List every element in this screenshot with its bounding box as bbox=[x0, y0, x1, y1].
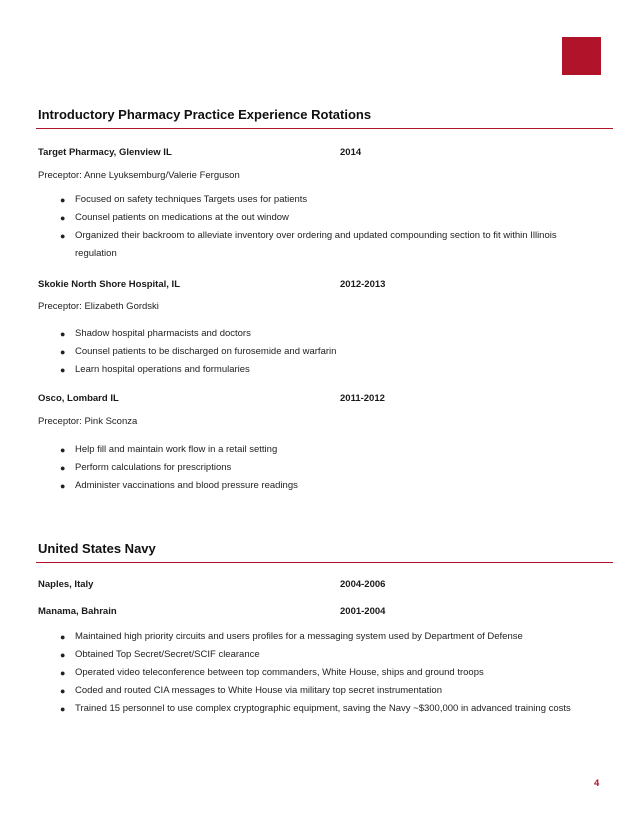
page-number: 4 bbox=[594, 778, 600, 789]
entry-dates: 2014 bbox=[340, 147, 362, 158]
list-item: ● Perform calculations for prescriptions bbox=[38, 459, 578, 477]
bullet-icon: ● bbox=[60, 231, 66, 241]
bullet-icon: ● bbox=[60, 365, 66, 375]
bullet-icon: ● bbox=[60, 347, 66, 357]
list-item: ● Counsel patients to be discharged on furosemide and warfarin bbox=[38, 343, 578, 361]
entry-place: Skokie North Shore Hospital, IL bbox=[38, 279, 180, 290]
entry-bullet-list bbox=[38, 628, 578, 718]
entry-header bbox=[38, 393, 598, 407]
accent-square bbox=[562, 37, 601, 75]
entry-bullet-list bbox=[38, 325, 578, 379]
bullet-icon: ● bbox=[60, 650, 66, 660]
entry-place: Naples, Italy bbox=[38, 579, 94, 590]
list-item: ● Obtained Top Secret/Secret/SCIF clearance bbox=[38, 646, 578, 664]
entry-header bbox=[38, 579, 598, 593]
bullet-icon: ● bbox=[60, 704, 66, 714]
bullet-icon: ● bbox=[60, 668, 66, 678]
section-title-pharmacy: Introductory Pharmacy Practice Experience Rotations bbox=[38, 107, 372, 122]
list-item: ● Counsel patients on medications at the out window bbox=[38, 209, 578, 227]
entry-dates: 2011-2012 bbox=[340, 393, 385, 404]
entry-header bbox=[38, 279, 598, 293]
bullet-icon: ● bbox=[60, 463, 66, 473]
entry-header bbox=[38, 147, 598, 161]
entry-place: Osco, Lombard IL bbox=[38, 393, 119, 404]
list-item: ● Shadow hospital pharmacists and doctors bbox=[38, 325, 578, 343]
entry-bullet-list bbox=[38, 191, 578, 263]
entry-dates: 2004-2006 bbox=[340, 579, 386, 590]
list-item: ● Administer vaccinations and blood pressure readings bbox=[38, 477, 578, 495]
bullet-icon: ● bbox=[60, 445, 66, 455]
entry-dates: 2012-2013 bbox=[340, 279, 386, 290]
entry-preceptor: Preceptor: Elizabeth Gordski bbox=[38, 301, 159, 312]
bullet-icon: ● bbox=[60, 329, 66, 339]
list-item: ● Operated video teleconference between top commanders, White House, ships and ground troops bbox=[38, 664, 578, 682]
bullet-icon: ● bbox=[60, 686, 66, 696]
entry-preceptor: Preceptor: Pink Sconza bbox=[38, 416, 138, 427]
entry-header bbox=[38, 606, 598, 620]
section-title-navy: United States Navy bbox=[38, 541, 156, 556]
list-item: ● Trained 15 personnel to use complex cryptographic equipment, saving the Navy ~$300,000 in advanced training costs bbox=[38, 700, 578, 718]
list-item: ● Organized their backroom to alleviate inventory over ordering and updated compounding section to fit within Illinois regulation bbox=[38, 227, 578, 263]
entry-bullet-list bbox=[38, 441, 578, 495]
section-divider bbox=[36, 562, 613, 563]
list-item: ● Maintained high priority circuits and users profiles for a messaging system used by Department of Defense bbox=[38, 628, 578, 646]
list-item: ● Coded and routed CIA messages to White House via military top secret instrumentation bbox=[38, 682, 578, 700]
entry-place: Target Pharmacy, Glenview IL bbox=[38, 147, 172, 158]
list-item: ● Focused on safety techniques Targets uses for patients bbox=[38, 191, 578, 209]
bullet-icon: ● bbox=[60, 195, 66, 205]
bullet-icon: ● bbox=[60, 632, 66, 642]
entry-place: Manama, Bahrain bbox=[38, 606, 117, 617]
section-divider bbox=[36, 128, 613, 129]
list-item: ● Help fill and maintain work flow in a retail setting bbox=[38, 441, 578, 459]
entry-dates: 2001-2004 bbox=[340, 606, 386, 617]
bullet-icon: ● bbox=[60, 481, 66, 491]
entry-preceptor: Preceptor: Anne Lyuksemburg/Valerie Ferguson bbox=[38, 170, 240, 181]
list-item: ● Learn hospital operations and formularies bbox=[38, 361, 578, 379]
bullet-icon: ● bbox=[60, 213, 66, 223]
